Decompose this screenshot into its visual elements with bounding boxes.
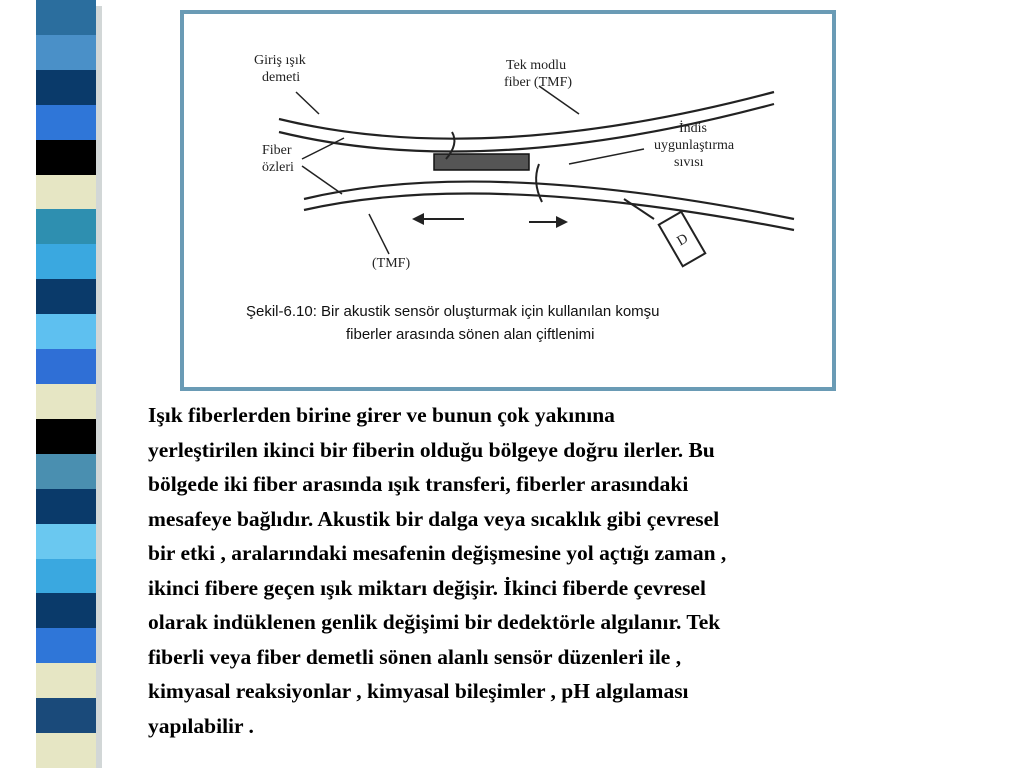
stripe-block: [36, 35, 96, 70]
body-line-8: fiberli veya fiber demetli sönen alanlı sensör düzenleri ile ,: [148, 644, 682, 669]
label-index-2: uygunlaştırma: [654, 138, 735, 153]
stripe-shadow: [96, 6, 102, 768]
body-line-6: ikinci fibere geçen ışık miktarı değişir. İkinci fiberde çevresel: [148, 575, 706, 600]
body-line-2: yerleştirilen ikinci bir fiberin olduğu bölgeye doğru ilerler. Bu: [148, 437, 715, 462]
label-tmf-bottom: (TMF): [372, 256, 411, 271]
detector-label: D: [674, 231, 691, 250]
stripe-block: [36, 489, 96, 524]
figure-caption-line-1: Şekil-6.10: Bir akustik sensör oluşturmak için kullanılan komşu: [246, 303, 660, 320]
body-paragraph: [148, 398, 928, 743]
body-line-7: olarak indüklenen genlik değişimi bir dedektörle algılanır. Tek: [148, 610, 721, 634]
label-tmf-top-1: Tek modlu: [506, 58, 567, 73]
leader-input-beam: [296, 92, 319, 114]
detector-arrow: [624, 199, 654, 219]
fiber-coupling-diagram: [184, 14, 832, 387]
label-tmf-top-2: fiber (TMF): [504, 75, 573, 90]
stripe-block: [36, 105, 96, 140]
stripe-block: [36, 593, 96, 628]
right-arrowhead: [556, 216, 568, 228]
stripe-block: [36, 524, 96, 559]
stripe-block: [36, 733, 96, 768]
leader-index: [569, 149, 644, 164]
stripe-block: [36, 454, 96, 489]
stripe-block: [36, 70, 96, 105]
label-fiber-cores-2: özleri: [262, 160, 294, 175]
leader-tmf-top: [539, 86, 579, 114]
label-fiber-cores-1: Fiber: [262, 143, 292, 158]
stripe-block: [36, 140, 96, 175]
stripe-block: [36, 279, 96, 314]
body-line-4: mesafeye bağlıdır. Akustik bir dalga veya sıcaklık gibi çevresel: [148, 506, 720, 531]
body-line-1: Işık fiberlerden birine girer ve bunun çok yakınına: [148, 403, 615, 427]
body-line-9: kimyasal reaksiyonlar , kimyasal bileşimler , pH algılaması: [148, 679, 689, 703]
stripe-block: [36, 419, 96, 454]
stripe-block: [36, 559, 96, 594]
stripe-block: [36, 663, 96, 698]
leader-core-2: [302, 166, 342, 194]
lower-fiber-core: [304, 182, 794, 219]
body-line-3: bölgede iki fiber arasında ışık transferi, fiberler arasındaki: [148, 472, 689, 496]
label-index-3: sıvısı: [674, 155, 704, 170]
detector-icon: [659, 212, 706, 267]
label-input-beam-1: Giriş ışık: [254, 53, 306, 68]
stripe-block: [36, 698, 96, 733]
stripe-block: [36, 349, 96, 384]
stripe-block: [36, 175, 96, 210]
label-input-beam-2: demeti: [262, 70, 301, 85]
decorative-stripe-bar: [36, 0, 96, 768]
stripe-block: [36, 244, 96, 279]
stripe-block: [36, 0, 96, 35]
stripe-block: [36, 384, 96, 419]
leader-tmf-bottom: [369, 214, 389, 254]
body-line-5: bir etki , aralarındaki mesafenin değişmesine yol açtığı zaman ,: [148, 541, 727, 565]
stripe-block: [36, 209, 96, 244]
stripe-block: [36, 628, 96, 663]
left-arrowhead: [412, 213, 424, 225]
stripe-block: [36, 314, 96, 349]
figure-panel: [180, 10, 836, 391]
figure-caption-line-2: fiberler arasında sönen alan çiftlenimi: [346, 326, 595, 343]
label-index-1: İndis: [679, 121, 707, 136]
lower-fiber-outer: [304, 194, 794, 230]
body-line-10: yapılabilir .: [148, 713, 254, 738]
